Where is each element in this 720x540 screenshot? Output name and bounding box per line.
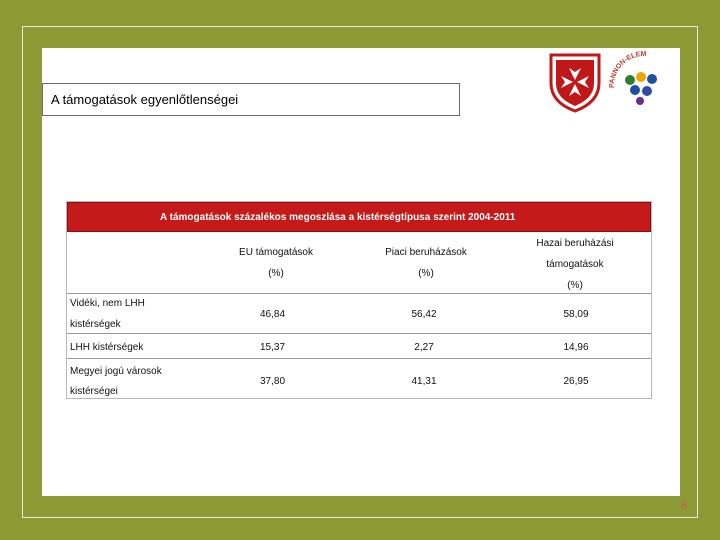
row-label-3b: kistérségei — [70, 386, 118, 397]
maltese-shield-logo-icon — [548, 53, 602, 113]
col-header-eu-line2: (%) — [268, 268, 284, 279]
cell-r2-hazai: 14,96 — [563, 342, 589, 353]
cell-r3-eu: 37,80 — [260, 376, 286, 387]
data-table — [66, 201, 652, 399]
cell-r1-hazai: 58,09 — [563, 309, 589, 320]
col-header-hazai-line3: (%) — [567, 280, 583, 291]
row-label-2: LHH kistérségek — [70, 342, 144, 353]
svg-text:PANNON-ELEM: PANNON-ELEM — [608, 50, 647, 89]
col-header-piaci-line1: Piaci beruházások — [385, 247, 467, 258]
row-label-1a: Vidéki, nem LHH — [70, 298, 145, 309]
cell-r1-piaci: 56,42 — [411, 309, 437, 320]
row-label-3a: Megyei jogú városok — [70, 366, 162, 377]
pannon-elem-logo-icon — [604, 46, 682, 108]
cell-r2-piaci: 2,27 — [414, 342, 434, 353]
cell-r1-eu: 46,84 — [260, 309, 286, 320]
row-divider-2 — [67, 358, 651, 359]
cell-r2-eu: 15,37 — [260, 342, 286, 353]
page-number: 6 — [681, 500, 688, 512]
col-header-piaci-line2: (%) — [418, 268, 434, 279]
row-divider-1 — [67, 333, 651, 334]
row-label-1b: kistérségek — [70, 319, 121, 330]
cell-r3-hazai: 26,95 — [563, 376, 589, 387]
slide-title-box — [42, 83, 460, 116]
slide-title: A támogatások egyenlőtlenségei — [51, 92, 239, 107]
col-header-eu-line1: EU támogatások — [239, 247, 313, 258]
cell-r3-piaci: 41,31 — [411, 376, 437, 387]
col-header-hazai-line1: Hazai beruházási — [536, 238, 614, 249]
table-caption-bar — [67, 202, 651, 232]
header-divider — [67, 293, 651, 294]
col-header-hazai-line2: támogatások — [546, 259, 604, 270]
table-caption: A támogatások százalékos megoszlása a kistérségtípusa szerint 2004-2011 — [160, 212, 516, 223]
